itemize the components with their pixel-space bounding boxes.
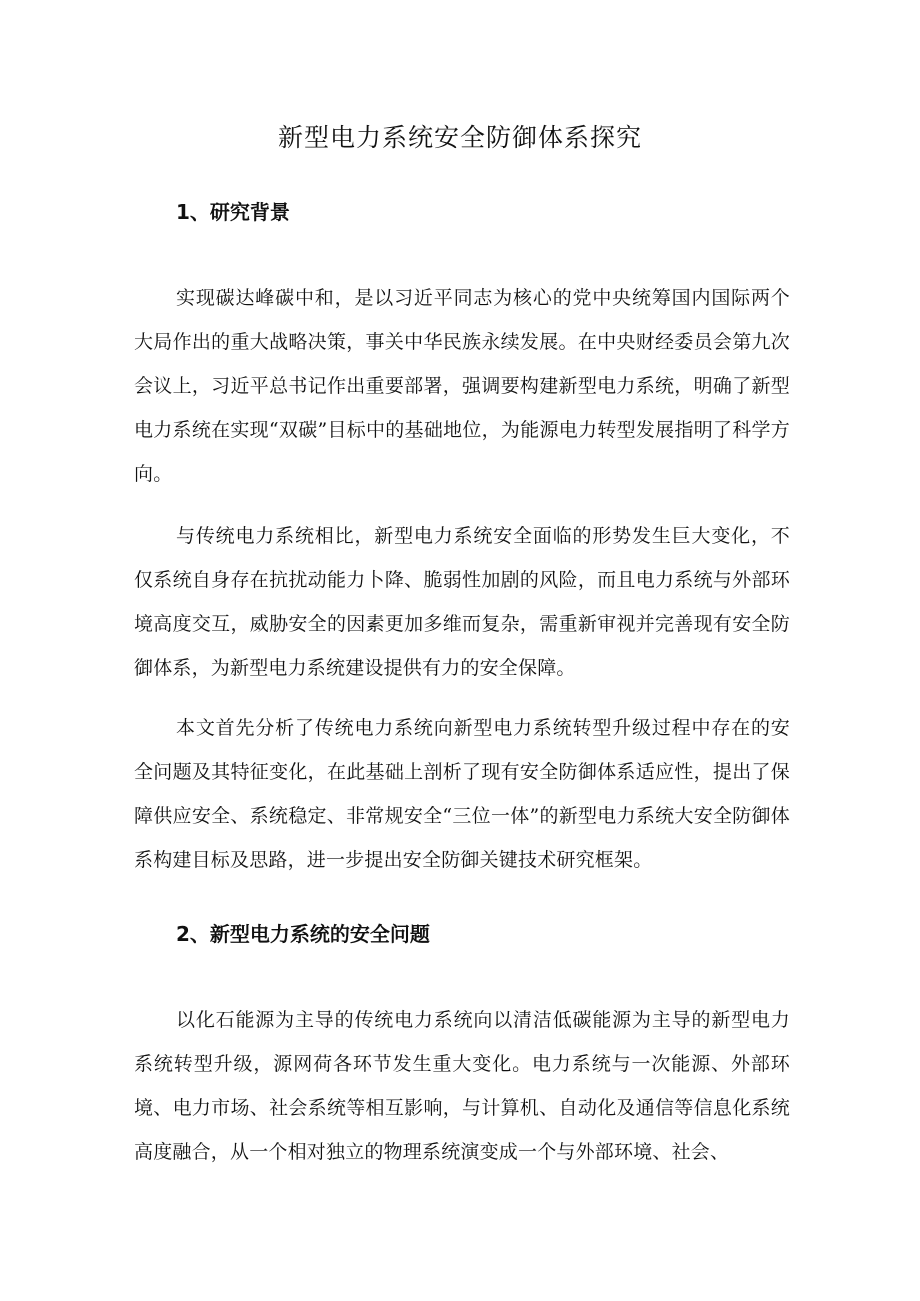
paragraph: 以化石能源为主导的传统电力系统向以清洁低碳能源为主导的新型电力系统转型升级，源网荷各环节发生重大变化。电力系统与一次能源、外部环境、电力市场、社会系统等相互影响，与计算机、自动化及通信等信息化系统高度融合，从一个相对独立的物理系统演变成一个与外部环境、社会、 — [134, 1009, 790, 1163]
paragraph: 实现碳达峰碳中和，是以习近平同志为核心的党中央统筹国内国际两个大局作出的重大战略决策，事关中华民族永续发展。在中央财经委员会第九次会议上，习近平总书记作出重要部署，强调要构建新型电力系统，明确了新型电力系统在实现“双碳”目标中的基础地位，为能源电力转型发展指明了科学方向。 — [134, 287, 790, 485]
section-heading-security-issues: 2、新型电力系统的安全问题 — [176, 922, 430, 946]
section-heading-research-background: 1、研究背景 — [176, 200, 290, 224]
document-title: 新型电力系统安全防御体系探究 — [277, 123, 642, 152]
paragraph: 与传统电力系统相比，新型电力系统安全面临的形势发生巨大变化，不仅系统自身存在抗扰动能力卜降、脆弱性加剧的风险，而且电力系统与外部环境高度交互，威胁安全的因素更加多维而复杂，需重新审视并完善现有安全防御体系，为新型电力系统建设提供有力的安全保障。 — [134, 525, 790, 679]
paragraph: 本文首先分析了传统电力系统向新型电力系统转型升级过程中存在的安全问题及其特征变化，在此基础上剖析了现有安全防御体系适应性，提出了保障供应安全、系统稳定、非常规安全“三位一体”的新型电力系统大安全防御体系构建目标及思路，进一步提出安全防御关键技术研究框架。 — [134, 717, 790, 871]
